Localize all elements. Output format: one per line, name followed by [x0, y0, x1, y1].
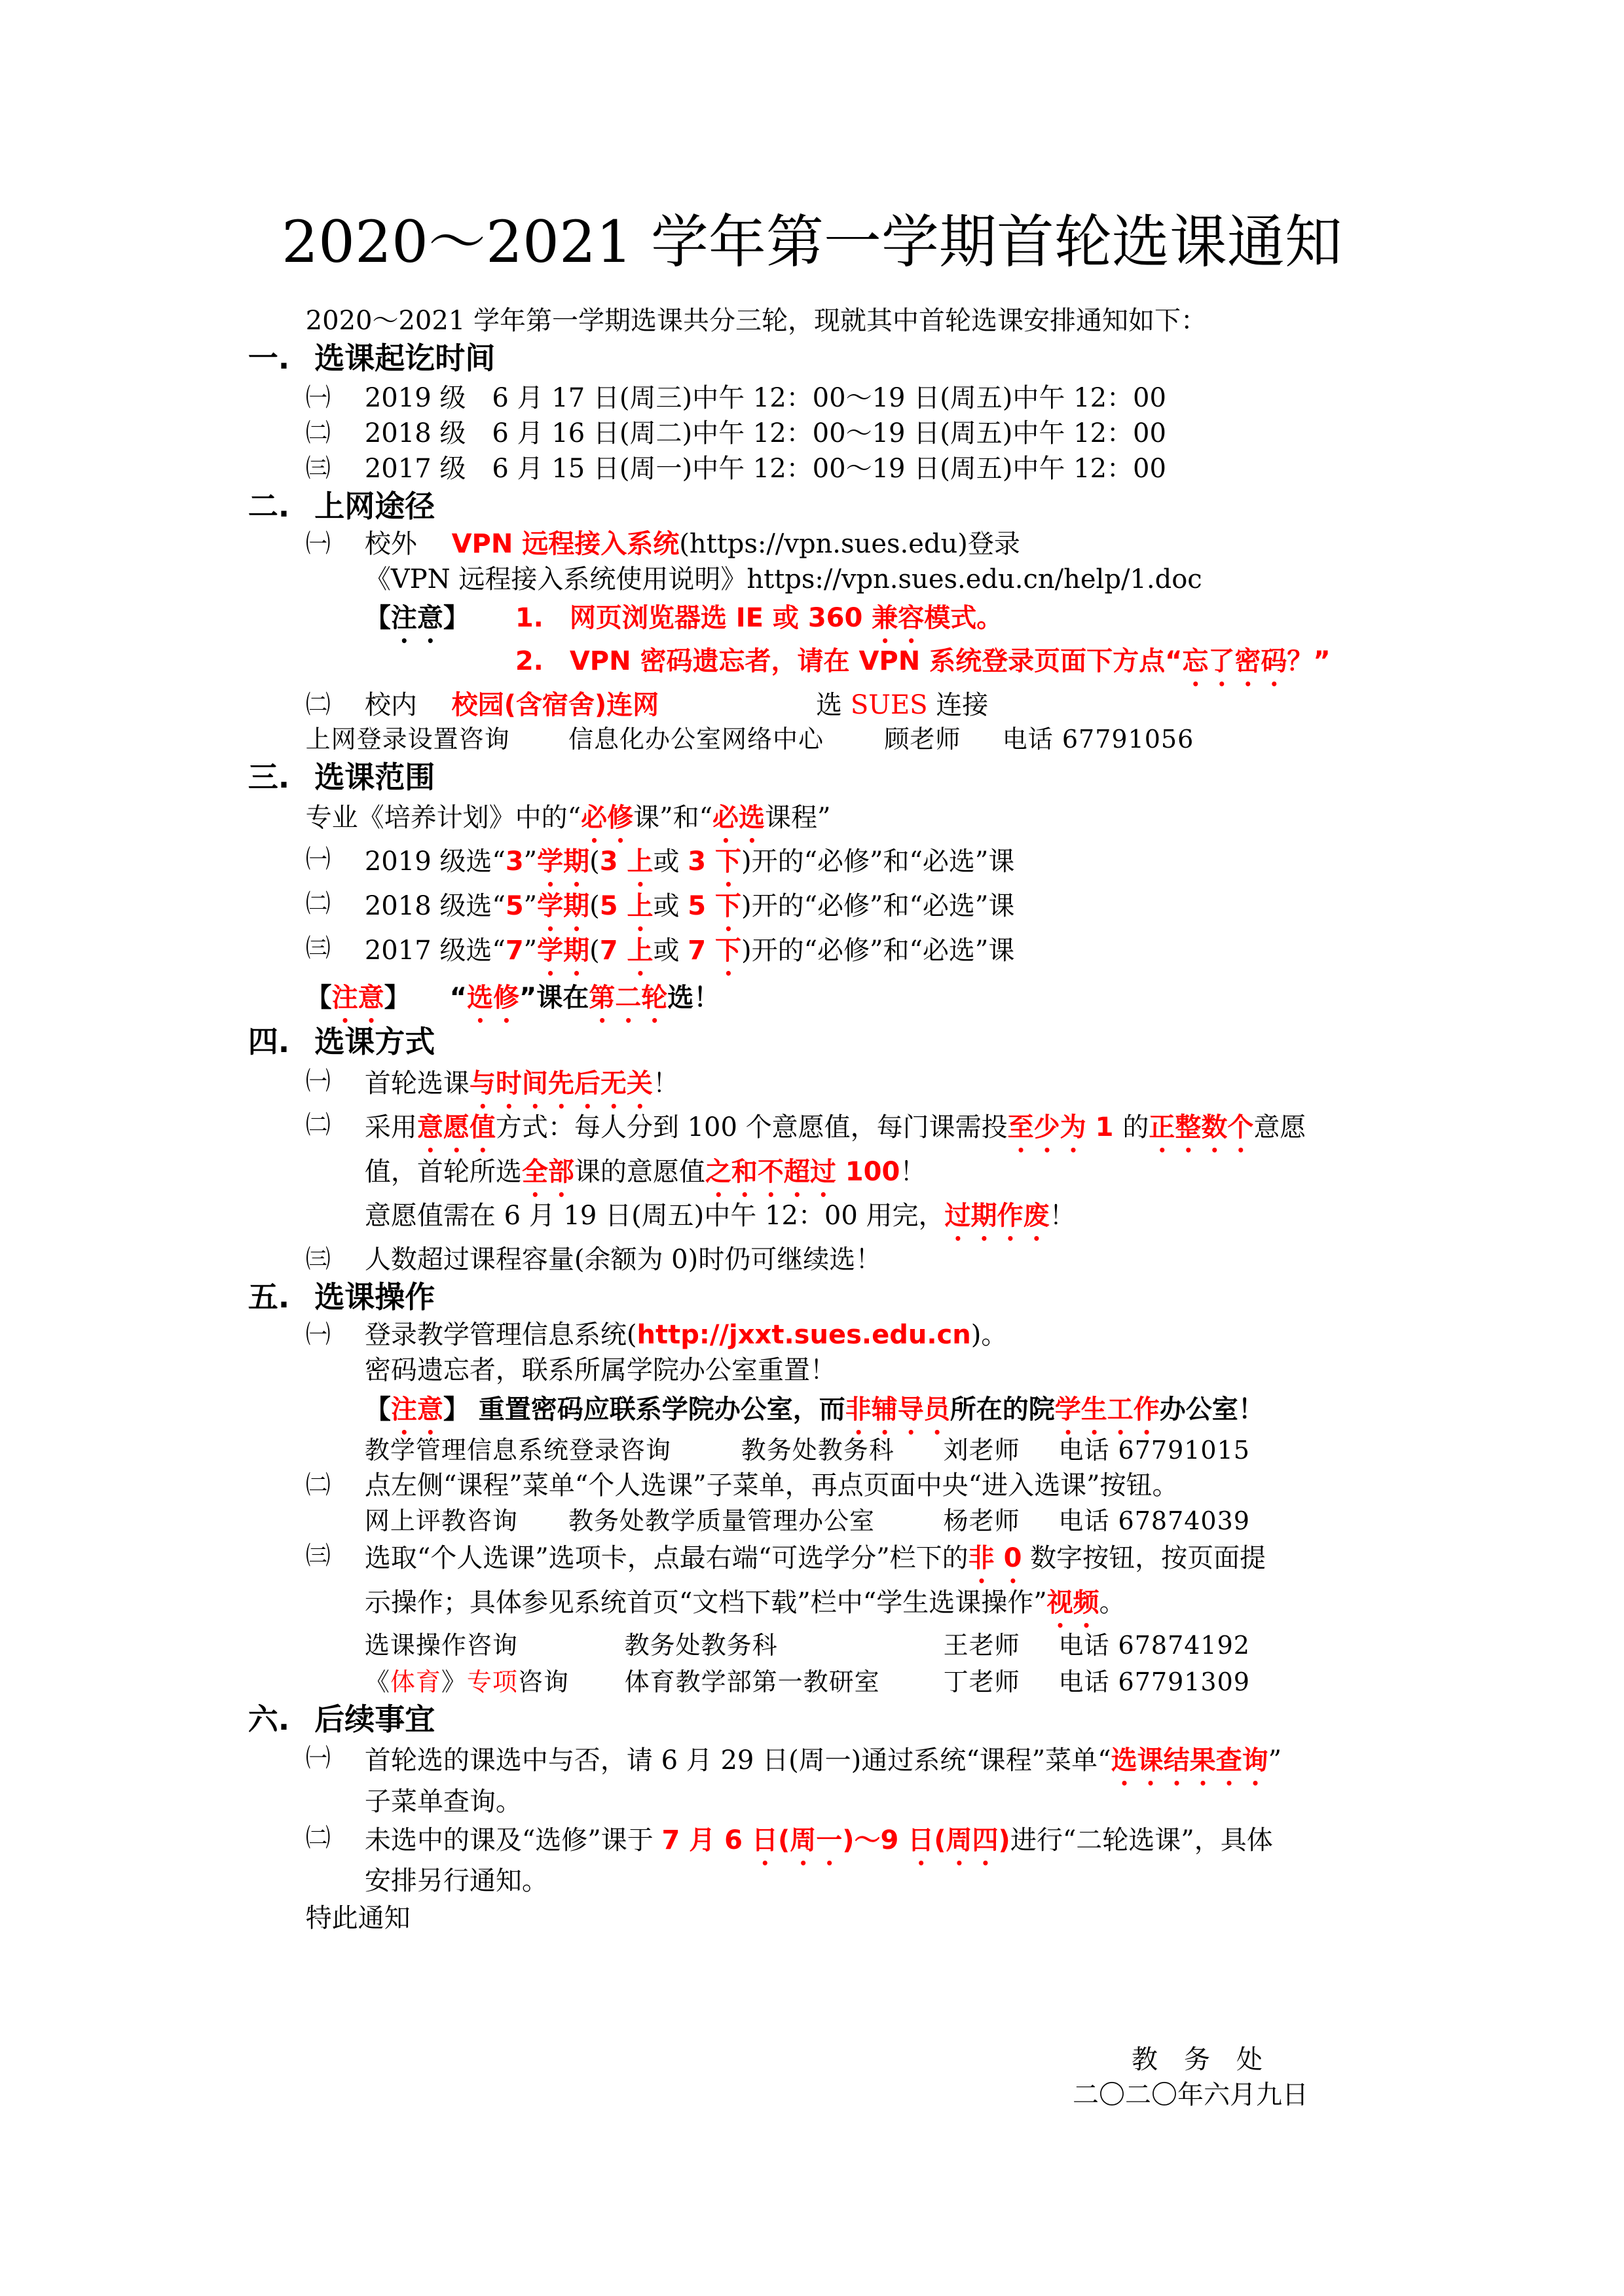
emphasis-text: 7 — [505, 935, 524, 966]
emphasis-text: 上 — [627, 847, 654, 877]
contact-department: 教务处教务科 — [624, 1630, 778, 1660]
text-segment: 2018 级选“ — [364, 891, 506, 921]
section-title: 选课操作 — [314, 1279, 435, 1315]
contact-topic: 选课操作咨询 — [364, 1630, 518, 1660]
contact-topic: 上网登录设置咨询 — [305, 724, 510, 754]
section-heading — [248, 340, 496, 376]
section-heading — [248, 1023, 435, 1059]
text-segment: 校内 — [364, 689, 452, 720]
list-item — [305, 382, 1166, 413]
list-item — [305, 1320, 1008, 1351]
emphasis-text: VPN 远程接入系统 — [451, 528, 680, 559]
emphasis-text: 非 0 — [968, 1543, 1022, 1574]
emphasis-text: 与时间先后无关 — [469, 1068, 653, 1099]
text-segment: 或 — [653, 935, 688, 966]
emphasis-text: 】 重置密码应联系学院办公室，而 — [443, 1394, 845, 1425]
emphasis-text: ？” — [1287, 646, 1331, 676]
emphasis-text: 周四 — [946, 1825, 999, 1856]
contact-department: 信息化办公室网络中心 — [568, 724, 824, 754]
text-segment: 或 — [653, 847, 688, 877]
list-item — [305, 1110, 1306, 1158]
emphasis-text: 7 月 6 — [661, 1825, 752, 1856]
section-title: 选课方式 — [314, 1023, 435, 1059]
emphasis-text: 3 — [688, 847, 715, 877]
enumeration-mark: ㈡ — [305, 418, 331, 447]
emphasis-text: 100 — [836, 1156, 900, 1187]
emphasis-text: http://jxxt.sues.edu.cn — [637, 1320, 971, 1351]
text-segment: ！ — [652, 1068, 679, 1099]
text-segment: 校外 — [364, 528, 452, 559]
text-segment: 数字按钮，按页面提 — [1022, 1543, 1266, 1574]
text-line — [306, 983, 720, 1029]
text-segment: 特此通知 — [305, 1903, 411, 1933]
list-item — [305, 1823, 1273, 1871]
text-segment: )。 — [970, 1320, 1008, 1351]
emphasis-text: 5 — [505, 891, 524, 921]
section-number: 三. — [248, 759, 290, 795]
section-number: 四. — [248, 1023, 290, 1059]
emphasis-text: 学期 — [537, 891, 590, 921]
page-title: 2020～2021 学年第一学期首轮选课通知 — [282, 208, 1342, 276]
emphasis-text: 所在的院 — [950, 1394, 1055, 1425]
text-segment: 课程” — [765, 802, 831, 833]
text-segment: 点左侧“课程”菜单“个人选课”子菜单，再点页面中央“进入选课”按钮。 — [364, 1470, 1179, 1501]
emphasis-text: 校园(含宿舍)连网 — [451, 689, 659, 720]
section-number: 五. — [248, 1279, 290, 1315]
section-heading — [248, 1279, 435, 1315]
text-segment: 《VPN 远程接入系统使用说明》https://vpn.sues.edu.cn/help/1.doc — [364, 564, 1202, 595]
text-segment: 。 — [1099, 1588, 1126, 1618]
enumeration-mark: ㈡ — [305, 1823, 331, 1853]
emphasis-text: 下 — [714, 935, 741, 966]
text-segment: 选取“个人选课”选项卡，点最右端“可选学分”栏下的 — [364, 1543, 969, 1574]
section-number: 六. — [248, 1701, 290, 1737]
emphasis-text: 】 “ — [384, 982, 467, 1013]
text-segment: 采用 — [364, 1112, 417, 1143]
section-heading — [248, 1701, 435, 1737]
emphasis-text: ) — [998, 1825, 1010, 1856]
contact-department: 教务处教务科 — [741, 1436, 895, 1465]
emphasis-text: ”课在 — [519, 982, 589, 1013]
text-segment: 子菜单查询。 — [364, 1786, 522, 1817]
list-item — [305, 1470, 1179, 1501]
text-segment: 连接 — [927, 689, 989, 720]
text-segment: 2017 级选“ — [364, 935, 506, 966]
list-item — [305, 933, 1015, 981]
emphasis-text: 日 — [751, 1825, 778, 1856]
list-item — [305, 1743, 1282, 1791]
emphasis-text: 模式。 — [924, 603, 1003, 634]
emphasis-text: 注意 — [390, 603, 443, 634]
text-segment: 未选中的课及“选修”课于 — [364, 1825, 662, 1856]
contact-phone: 电话 67874192 — [1058, 1630, 1250, 1660]
text-segment: )开的“必修”和“必选”课 — [741, 935, 1015, 966]
section-title: 上网途径 — [314, 488, 435, 524]
emphasis-text: 2. VPN 密码遗忘者，请在 VPN 系统登录页面下方点“ — [515, 646, 1183, 676]
emphasis-text: 1 — [1086, 1112, 1123, 1143]
emphasis-text: 1. 网页浏览器选 IE 或 360 — [515, 603, 872, 634]
emphasis-text: 7 — [599, 935, 627, 966]
text-segment: )开的“必修”和“必选”课 — [741, 891, 1015, 921]
emphasis-text: 办公室！ — [1159, 1394, 1264, 1425]
list-item — [305, 528, 1020, 559]
emphasis-text: 【 — [364, 603, 391, 634]
emphasis-text: 【 — [364, 1394, 391, 1425]
contact-phone: 电话 67791015 — [1058, 1436, 1250, 1465]
emphasis-text: 5 — [688, 891, 715, 921]
emphasis-text: 至少为 — [1007, 1112, 1086, 1143]
contact-person: 王老师 — [943, 1630, 1020, 1660]
text-segment: 首轮选的课选中与否，请 6 月 29 日(周一)通过系统“课程”菜单“ — [364, 1745, 1111, 1776]
contact-person: 顾老师 — [884, 724, 961, 754]
enumeration-mark: ㈢ — [305, 453, 331, 483]
emphasis-text: 必选 — [712, 802, 766, 833]
emphasis-text: 【 — [305, 982, 332, 1013]
enumeration-mark: ㈡ — [305, 1110, 331, 1140]
text-line — [306, 1905, 411, 1931]
note-text — [515, 603, 1003, 649]
list-item — [305, 1066, 679, 1114]
contact-phone: 电话 67874039 — [1058, 1506, 1250, 1536]
text-segment: 安排另行通知。 — [364, 1866, 548, 1897]
contact-person: 刘老师 — [943, 1436, 1020, 1465]
text-segment: 或 — [653, 891, 688, 921]
text-line — [364, 1786, 522, 1817]
emphasis-text: 学生工作 — [1054, 1394, 1160, 1425]
text-line — [365, 1157, 926, 1203]
text-segment: 《 — [364, 1667, 390, 1697]
list-item — [305, 418, 1166, 448]
text-segment: )开的“必修”和“必选”课 — [741, 847, 1015, 877]
section-title: 后续事宜 — [314, 1701, 435, 1737]
emphasis-text: 正整数个 — [1149, 1112, 1254, 1143]
emphasis-text: 下 — [714, 847, 741, 877]
emphasis-text: SUES — [850, 689, 928, 720]
text-segment: ！ — [1049, 1201, 1076, 1231]
text-line — [306, 803, 831, 848]
text-segment: 专业《培养计划》中的“ — [305, 802, 581, 833]
text-segment: 登录教学管理信息系统( — [364, 1320, 637, 1351]
text-segment: 进行“二轮选课”，具体 — [1010, 1825, 1273, 1856]
section-title: 选课起讫时间 — [314, 340, 496, 376]
contact-person: 丁老师 — [943, 1667, 1020, 1697]
emphasis-text: 学期 — [537, 935, 590, 966]
section-heading — [248, 488, 435, 524]
text-segment: 课的意愿值 — [574, 1156, 705, 1187]
enumeration-mark: ㈠ — [305, 845, 331, 874]
emphasis-text: 下 — [714, 891, 741, 921]
text-segment: 值，首轮所选 — [364, 1156, 522, 1187]
emphasis-text: 视频 — [1046, 1588, 1099, 1618]
signature-date: 二〇二〇年六月九日 — [1073, 2080, 1308, 2110]
contact-phone: 电话 67791056 — [1002, 724, 1194, 754]
enumeration-mark: ㈢ — [305, 1541, 331, 1571]
section-title: 选课范围 — [314, 759, 435, 795]
emphasis-text: ( — [934, 1825, 946, 1856]
emphasis-text: 体育 — [390, 1667, 441, 1697]
contact-department: 教务处教学质量管理办公室 — [568, 1506, 875, 1536]
text-segment: ( — [589, 847, 600, 877]
text-segment: (https://vpn.sues.edu)登录 — [679, 528, 1020, 559]
enumeration-mark: ㈡ — [305, 889, 331, 918]
list-item — [305, 1541, 1266, 1589]
contact-department: 体育教学部第一教研室 — [624, 1667, 880, 1697]
text-segment: 2019 级 6 月 17 日(周三)中午 12：00～19 日(周五)中午 12：00 — [364, 382, 1166, 413]
text-segment: ” — [1268, 1745, 1282, 1776]
emphasis-text: 兼容 — [872, 603, 925, 634]
emphasis-text: 5 — [599, 891, 627, 921]
text-segment: ” — [523, 891, 538, 921]
text-segment: ( — [589, 935, 600, 966]
text-segment: 方式：每人分到 100 个意愿值，每门课需投 — [495, 1112, 1008, 1143]
text-segment: ” — [523, 935, 538, 966]
list-item — [305, 453, 1166, 484]
emphasis-text: 注意 — [331, 982, 384, 1013]
list-item — [305, 889, 1015, 937]
text-line — [364, 1866, 548, 1897]
emphasis-text: 3 — [505, 847, 524, 877]
text-segment: ( — [589, 891, 600, 921]
text-segment: 意愿值需在 6 月 19 日(周五)中午 12：00 用完， — [364, 1201, 945, 1231]
signature-office: 教 务 处 — [1132, 2045, 1263, 2075]
emphasis-text: 上 — [627, 891, 654, 921]
emphasis-text: 】 — [443, 603, 470, 634]
emphasis-text: 意愿值 — [416, 1112, 496, 1143]
enumeration-mark: ㈢ — [305, 933, 331, 962]
emphasis-text: 7 — [688, 935, 715, 966]
text-line — [365, 1394, 1264, 1440]
emphasis-text: 3 — [599, 847, 627, 877]
enumeration-mark: ㈡ — [305, 689, 331, 719]
contact-person: 杨老师 — [943, 1506, 1020, 1536]
emphasis-text: 选！ — [667, 982, 720, 1013]
list-item — [305, 689, 989, 720]
text-segment: 示操作；具体参见系统首页“文档下载”栏中“学生选课操作” — [364, 1588, 1047, 1618]
emphasis-text: 选课结果查询 — [1111, 1745, 1268, 1776]
emphasis-text: 周一 — [790, 1825, 843, 1856]
enumeration-mark: ㈡ — [305, 1470, 331, 1500]
section-heading — [248, 759, 435, 795]
text-segment: 2019 级选“ — [364, 847, 506, 877]
text-segment: ！ — [900, 1156, 927, 1187]
emphasis-text: 过期作废 — [944, 1201, 1050, 1231]
enumeration-mark: ㈠ — [305, 382, 331, 412]
emphasis-text: 选修 — [466, 982, 519, 1013]
text-segment: 2017 级 6 月 15 日(周一)中午 12：00～19 日(周五)中午 12：00 — [364, 453, 1166, 484]
enumeration-mark: ㈠ — [305, 528, 331, 558]
note-label — [365, 603, 470, 649]
section-number: 一. — [248, 340, 290, 376]
contact-topic: 教学管理信息系统登录咨询 — [364, 1436, 671, 1465]
text-segment: 》 — [441, 1667, 467, 1697]
text-segment: ” — [523, 847, 538, 877]
emphasis-text: 学期 — [537, 847, 590, 877]
emphasis-text: 日 — [908, 1825, 934, 1856]
text-segment: 意愿 — [1253, 1112, 1306, 1143]
emphasis-text: 第二轮 — [589, 982, 668, 1013]
text-line — [364, 1355, 836, 1386]
text-segment: 2020～2021 学年第一学期选课共分三轮，现就其中首轮选课安排通知如下： — [305, 306, 1207, 337]
section-number: 二. — [248, 488, 290, 524]
text-line — [365, 1588, 1126, 1633]
enumeration-mark: ㈠ — [305, 1066, 331, 1095]
emphasis-text: 上 — [627, 935, 654, 966]
text-segment: 人数超过课程容量(余额为 0)时仍可继续选！ — [364, 1245, 882, 1275]
emphasis-text: 必修 — [581, 802, 634, 833]
text-line — [364, 564, 1202, 595]
enumeration-mark: ㈠ — [305, 1320, 331, 1349]
emphasis-text: 注意 — [390, 1394, 443, 1425]
text-segment: 首轮选课 — [364, 1068, 470, 1099]
contact-topic: 网上评教咨询 — [364, 1506, 518, 1536]
list-item — [305, 1245, 882, 1275]
text-segment: 咨询 — [517, 1667, 569, 1697]
emphasis-text: 非辅导员 — [845, 1394, 950, 1425]
emphasis-text: 忘了密码 — [1182, 646, 1287, 676]
emphasis-text: 专项 — [466, 1667, 518, 1697]
text-line — [305, 306, 1207, 337]
text-line — [365, 1201, 1076, 1247]
note-text — [515, 646, 1331, 692]
contact-phone: 电话 67791309 — [1058, 1667, 1250, 1697]
text-segment: 课”和“ — [633, 802, 713, 833]
emphasis-text: 之和不超过 — [705, 1156, 836, 1187]
list-item — [305, 845, 1015, 892]
text-segment: 选 — [659, 689, 851, 720]
emphasis-text: )～9 — [842, 1825, 908, 1856]
emphasis-text: ( — [777, 1825, 790, 1856]
contact-topic — [364, 1667, 569, 1697]
text-segment: 的 — [1122, 1112, 1149, 1143]
enumeration-mark: ㈢ — [305, 1245, 331, 1274]
emphasis-text: 全部 — [521, 1156, 574, 1187]
text-segment: 2018 级 6 月 16 日(周二)中午 12：00～19 日(周五)中午 12：00 — [364, 418, 1166, 448]
enumeration-mark: ㈠ — [305, 1743, 331, 1773]
text-segment: 密码遗忘者，联系所属学院办公室重置！ — [364, 1355, 836, 1386]
